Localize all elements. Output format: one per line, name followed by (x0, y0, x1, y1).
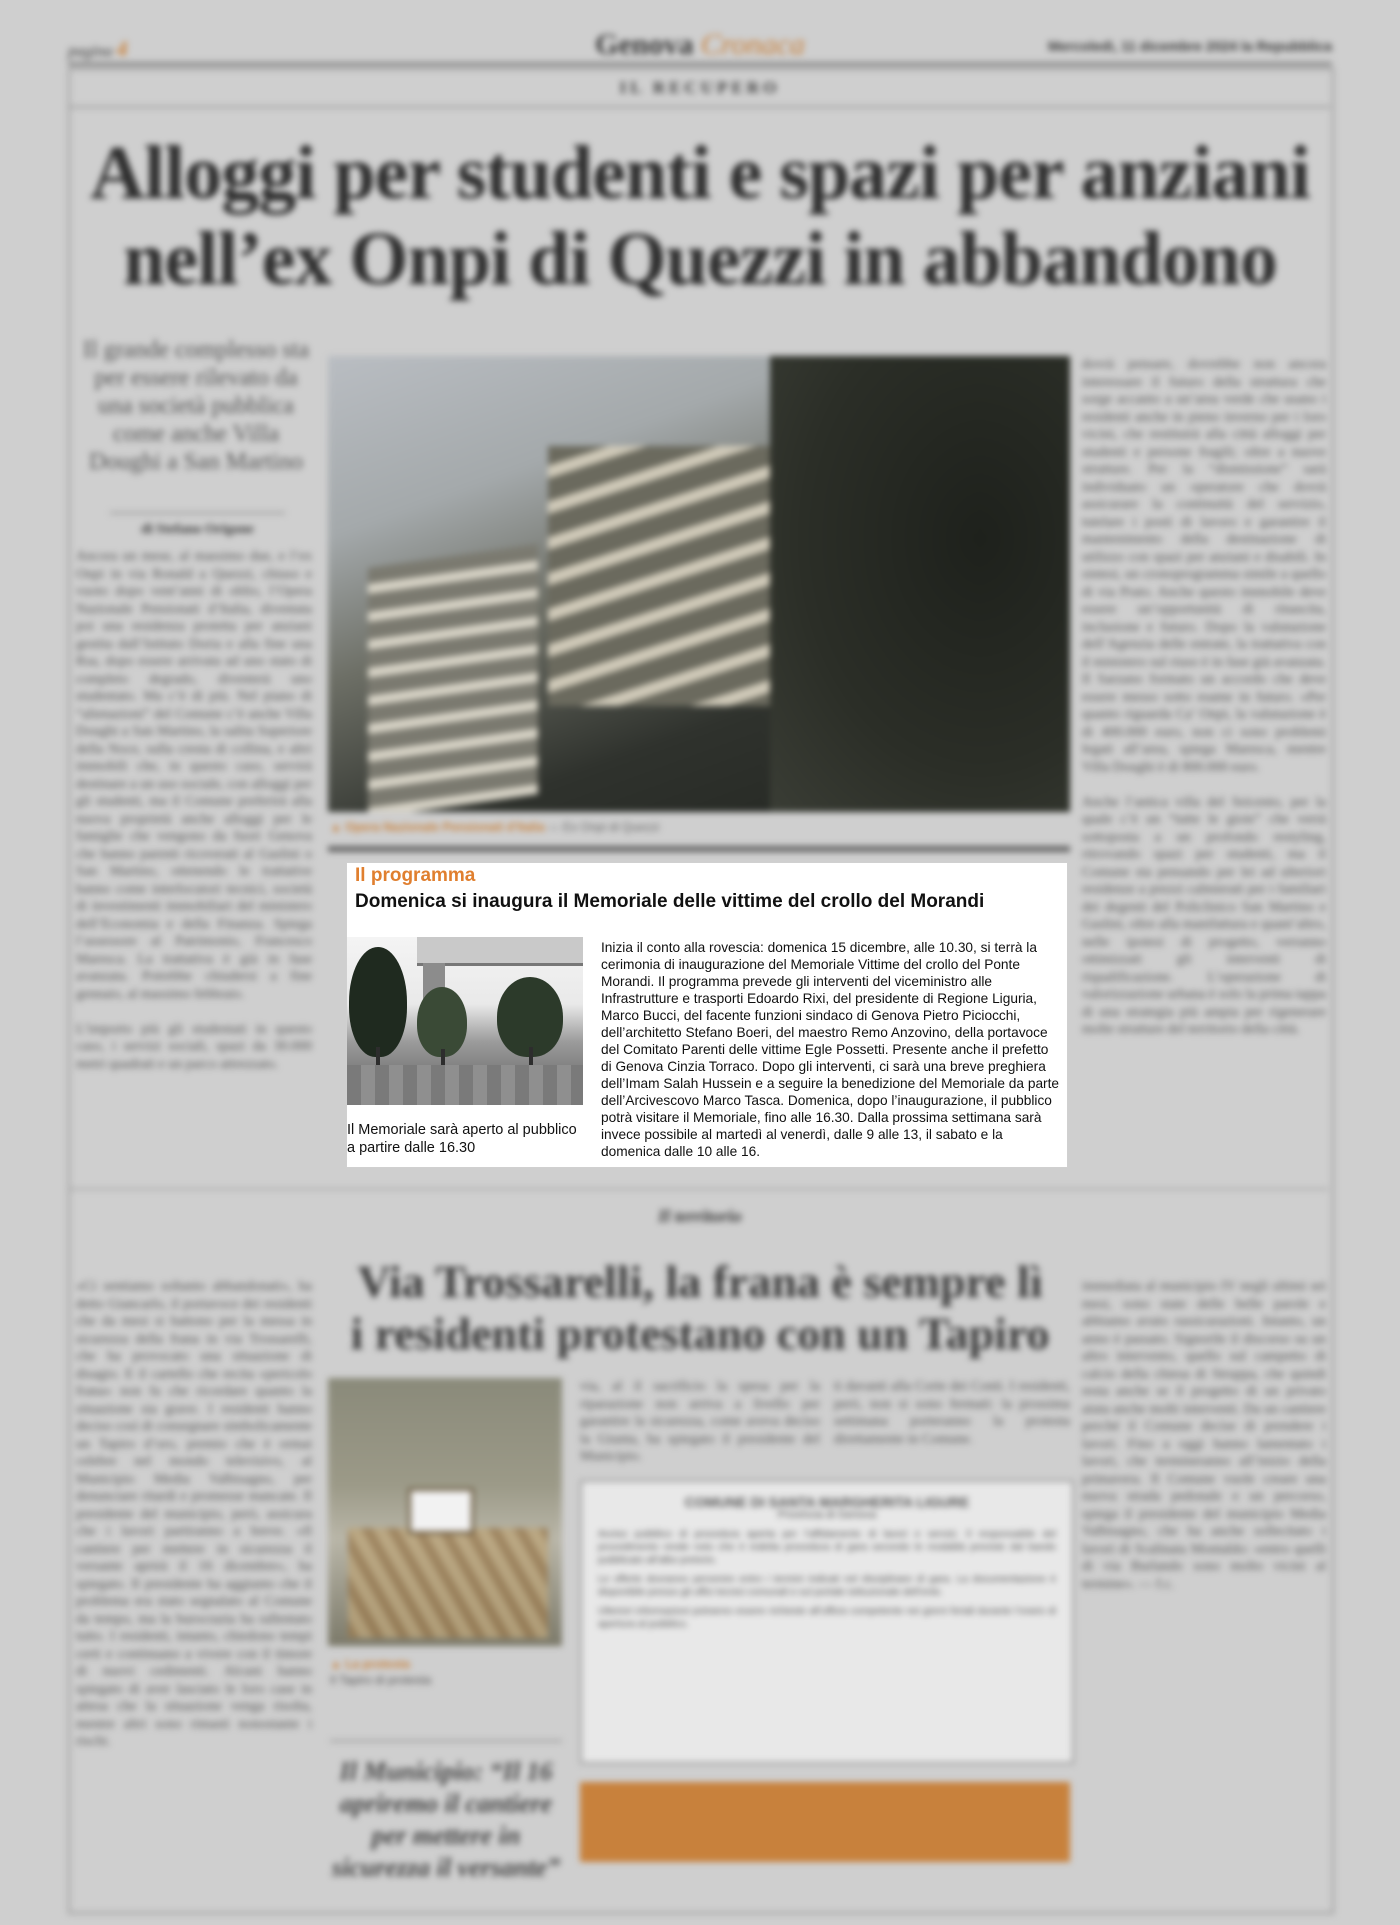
page-number: pagina 4 (68, 36, 128, 61)
article2-column-middle-a: via, al il sacrificio la spesa per la riparazione non arriva a livello per garantire la sicurezza, come aveva deciso la Giunta, ha spiegato il presidente del Municipio. (580, 1379, 820, 1464)
building-photo (328, 356, 1070, 812)
memorial-photo-caption: Il Memoriale sarà aperto al pubblico a partire dalle 16.30 (347, 1122, 577, 1156)
box-body-text: Inizia il conto alla rovescia: domenica 15 dicembre, alle 10.30, si terrà la cerimonia di inaugurazione del Memoriale Vittime del crollo del Ponte Morandi. Il programma prevede gli interventi del viceministro alle Infrastrutture e trasporti Edoardo Rixi, del presidente di Regione Liguria, Marco Bucci, del facente funzioni sindaco di Genova Pietro Piciocchi, dell’architetto Stefano Boeri, del maestro Remo Anzovino, della portavoce del Comitato Parenti delle vittime Egle Possetti. Presente anche il prefetto di Genova Cinzia Torraco. Dopo gli interventi, ci sarà una breve preghiera dell’Imam Salah Hussein e a seguire la benedizione del Memoriale da parte dell’Arcivescovo Marco Tasca. Domenica, dopo l’inaugurazione, il pubblico potrà visitare il Memoriale, fino alle 16.30. Dalla prossima settimana sarà invece possibile al martedì al venerdì, dalle 9 alle 13, il sabato e la domenica dalle 10 alle 16. (601, 940, 1060, 1159)
article-headline: Alloggi per studenti e spazi per anziani nell’ex Onpi di Quezzi in abbandono (90, 131, 1310, 301)
section-title: Genova Cronaca (595, 28, 805, 61)
masthead (68, 28, 1332, 66)
article2-column-middle-b: ti davanti alla Corte dei Conti. I residenti, però, non si sono fermati: la prossima settimana porteranno la protesta direttamente in Comune. (834, 1379, 1070, 1447)
article-column-right: dovrà pensare, dovrebbe non ancora interessare il futuro della struttura che sorge accanto a un’area verde che usano i residenti anche in pieno inverno per i loro vicini, che restituirà alla città alloggi per studenti e persone fragili; oltre a nuove strutture. Per la “dismissione” sarà individuato un operatore che dovrà assicurare la continuità del servizio, tutelare i posti di lavoro e garantire il mantenimento della destinazione di utilizzo con spazi per anziani e disabili. In sintesi, un cronoprogramma simile a quello di via Prato. Anche questo immobile deve essere un’opportunità di rinascita, inclusione e futuro. Dopo la valutazione dell’Agenzia delle entrate, la trattativa con il ministero sul riuso è in fase già avanzata. Il Sarzano formato un accordo che deve essere messo sotto esame in futuro. «Per quanto riguarda Ca’ Onpi, la valutazione è di 400.000 euro, non ci sono problemi legati all’area, spiega Maresca, mentre Villa Doughi è di 800.000 euro. Anche l’antica villa del Seicento, per la quale c’è un “tutte le gioie” che verrà sottoposta a un profondo restyling, ritrovando spazi per studenti, ma il Comune sta pensando per lei ad ulteriori residenze a prezzi calmierati per i familiari dei degenti del Policlinico San Martino e Gaslini, oltre alla manifattura e quant’altro, nelle ipotesi di progetto, verranno ottimizzati gli interventi di riqualificazione. L’operazione di valorizzazione urbana è solo la prima tappa di una strategia più ampia per rigenerare molte strutture del territorio della città. (1082, 357, 1326, 1037)
protest-photo (328, 1378, 562, 1646)
advertisement-banner (580, 1782, 1070, 1862)
divider-bar (328, 846, 1070, 852)
memorial-photo (347, 937, 583, 1105)
article2-column-right: immediata al municipio IV negli ultimi sei mesi, sono state delle belle parole e abbiamo avuto rassicurazioni. Intanto, un anno è passato. Signorile il discorso su un altro intervento, quello sul campetto di calcio della chiesa di Struppa, che quindi resta anche se il progetto di un privato aiuta anche molti interventi. Da un cantiere perché il Comune decise di prendere i lavori. Fino a oggi hanno lamentato i lavori, che termineranno all’inizio della primavera. Il Comune vuole creare una nuova strada pedonale e un percorso, spiega il presidente del municipio Media Valbisagno, che ha anche sollecitato i lavori di Scalinata Montaldo: «entro quelli di via Burlando sono molto vicini al termine». — f.c. (1082, 1279, 1326, 1592)
pull-quote: Il Municipio: “Il 16 apriremo il cantiere per mettere in sicurezza il versante” (330, 1740, 562, 1884)
protest-photo-caption: ▲ La protesta Il Tapiro di protesta (330, 1657, 432, 1687)
article2-column-left: «Ci sentiamo soltanto abbandonati», ha detto Giancarlo, il portavoce dei residenti che da mesi si battono per la messa in sicurezza della frana in via Trossarelli, che ha provocato una situazione di disagio. E il cartello che recita «pericolo frana» non fa che ricordare quanto la situazione sia grave. I residenti hanno deciso così di consegnare simbolicamente un Tapiro d’oro, premio che è ormai celebre nel mondo televisivo, al Municipio Media Valbisagno, per denunciare ritardi e promesse mancate. Il presidente del municipio, però, assicura che i lavori partiranno a breve. «Il cantiere per mettere in sicurezza il versante aprirà il 16 dicembre», ha spiegato. Il presidente ha aggiunto che il problema era stato segnalato al Comune da tempo, ma la burocrazia ha rallentato tutto. I residenti, intanto, chiedono tempi certi e continuano a vivere con il timore di nuovi cedimenti. Alcuni hanno spiegato di aver lasciato le loro case in attesa che la situazione venga risolta, mentre altri sono rimasti nonostante i rischi. (76, 1279, 312, 1749)
article-column-left: Ancora un mese, al massimo due, e l’ex Onpi in via Ronald a Quezzi, chiuso e vuoto dopo vent’anni di oblio, l’Opera Nazionale Pensionati d’Italia, diventata poi una residenza protetta per anziani gestita dall’Istituto Doria e alla fine una Rsa, dopo essere arrivata ad uno stato di completo degrado, diventerà uno studentato. Ma c’è di più. Nel piano di “alienazioni” del Comune c’è anche Villa Doughi a San Martino, la salita Superiore della Noce, sulla cresta di collina, e altri immobili che, in questo caso, servirà destinare a un uso sociale, con alloggi per gli studenti, ma il Comune preferirà alla nuova proprietà anche alloggi per le famiglie che vengono da fuori Genova che hanno parenti ricoverati al Gaslini o San Martino, ottenendo le trattative hanno come interlocutori tecnici, società di investimenti immobiliari del ministero dell’Economia e della Finanza. Spiega l’assessore al Patrimonio, Francesco Maresca. La trattativa è già in fase avanzata. Potrebbe chiudersi a fine gennaio, al massimo febbraio. L’importo più gli studentati in questo caso, i servizi sociali, spazi da 30.000 metri quadrati e un parco attrezzato. (76, 549, 312, 1072)
section-separator (70, 1188, 1328, 1190)
article2-kicker: Il territorio (658, 1206, 742, 1226)
column-end (76, 1172, 312, 1182)
program-box (346, 862, 1068, 1168)
box-title: Domenica si inaugura il Memoriale delle vittime del crollo del Morandi (355, 891, 985, 912)
article2-headline: Via Trossarelli, la frana è sempre lì i residenti protestano con un Tapiro (350, 1256, 1050, 1359)
issue-date: Mercoledì, 11 dicembre 2024 la Repubblica (1047, 38, 1332, 54)
photo-caption: ▲ Opera Nazionale Pensionati d’Italia — Ex Onpi di Quezzi (330, 820, 660, 834)
box-label: Il programma (355, 865, 476, 886)
legal-notice-ad: COMUNE DI SANTA MARGHERITA LIGURE Provincia di Genova Avviso pubblico di procedura aperta per l’affidamento di lavori e servizi. Il responsabile del procedimento rende noto che è indetta procedura di gara secondo le modalità previste dal bando pubblicato all’albo pretorio. Le offerte dovranno pervenire entro i termini indicati nel disciplinare di gara. La documentazione è disponibile presso gli uffici tecnici comunali e sul portale istituzionale dell’ente. Ulteriori informazioni potranno essere richieste all’ufficio competente nei giorni feriali durante l’orario di apertura al pubblico. (580, 1480, 1074, 1764)
article-byline: di Stefano Origone (110, 512, 285, 538)
article-kicker: IL RECUPERO (70, 78, 1330, 108)
article-summary: Il grande complesso sta per essere rilevato da una società pubblica come anche Villa Doughi a San Martino (83, 337, 309, 475)
